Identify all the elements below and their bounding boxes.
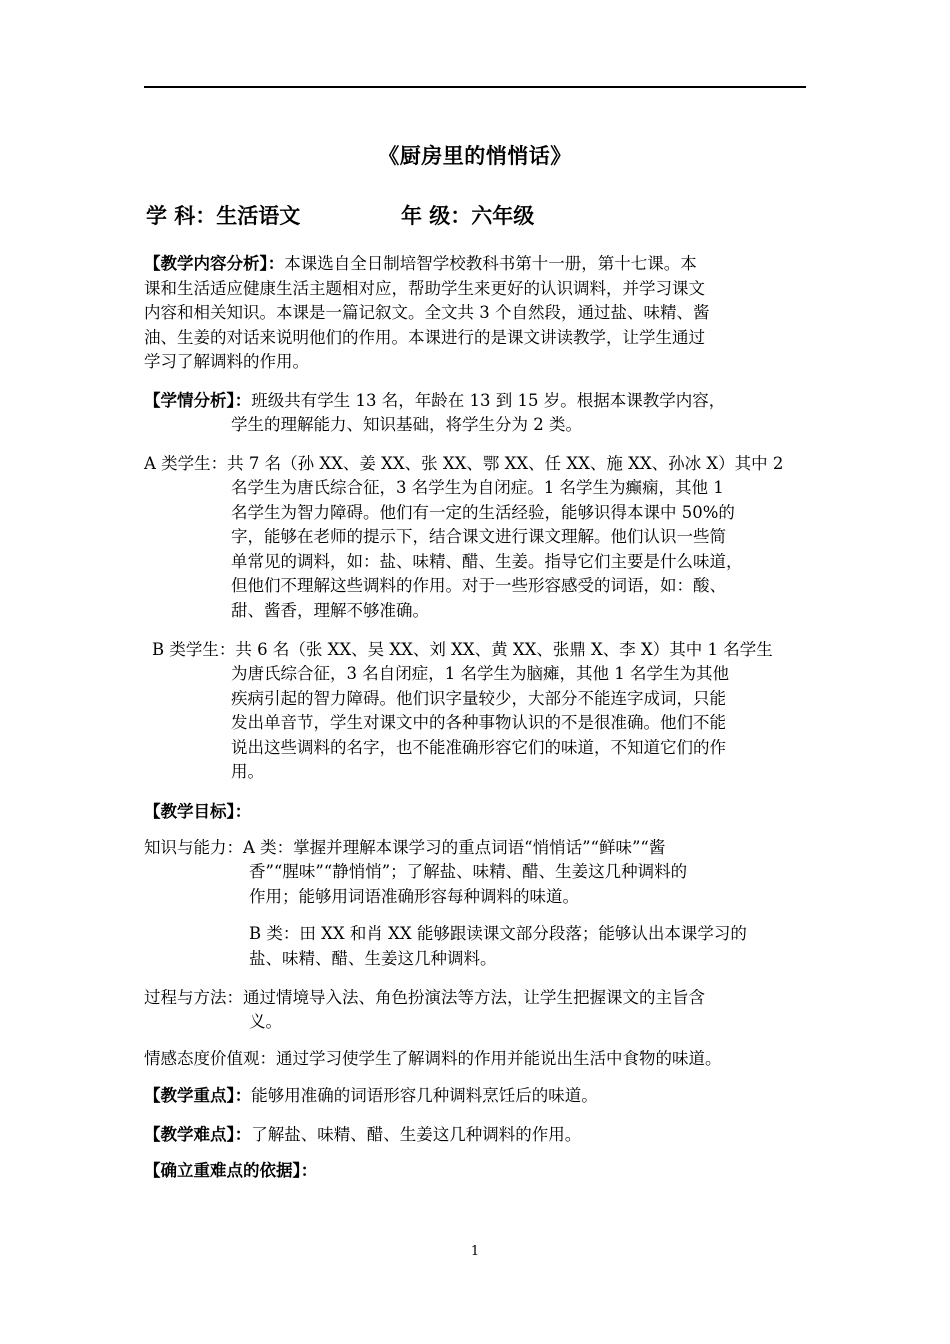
class-b-rest: 为唐氏综合征，3 名自闭症，1 名学生为脑瘫，其他 1 名学生为其他 疾病引起的智力障碍。他们识字量较少，大部分不能连字成词，只能 发出单音节，学生对课文中的各种事物认识的不是很准确。他们不能 说出这些调料的名字，也不能准确形容它们的味道，不知道它们的作 用。 [231,664,729,781]
class-a-line1: 共 7 名（孙 XX、姜 XX、张 XX、鄂 XX、任 XX、施 XX、孙冰 X）其中 2 [227,454,784,473]
process-label: 过程与方法： [144,988,243,1007]
difficulty-text: 了解盐、味精、醋、生姜这几种调料的作用。 [251,1125,582,1144]
knowledge-first-line [144,836,814,861]
class-a-rest: 名学生为唐氏综合征，3 名学生为自闭症。1 名学生为癫痫，其他 1 名学生为智力障碍。他们有一定的生活经验，能够识得本课中 50%的 字，能够在老师的提示下，结合课文进行课文理解。他们认识一些简 单常见的调料，如：盐、味精、醋、生姜。指导它们主要是什么味道， 但他们不理解这些调料的作用。对于一些形容感受的词语，如：酸、 甜、酱香，理解不够准确。 [231,478,743,620]
content-analysis [144,252,814,375]
grade-label: 年 级：六年级 [401,204,535,228]
class-b-line1: 共 6 名（张 XX、吴 XX、刘 XX、黄 XX、张鼎 X、李 X）其中 1 名学生 [235,640,773,659]
objectives-heading: 【教学目标】： [144,802,252,821]
process-first-line [144,986,814,1011]
class-b-first-line [152,638,822,663]
process-rest: 义。 [249,1012,282,1031]
process-line1: 通过情境导入法、角色扮演法等方法，让学生把握课文的主旨含 [243,988,705,1007]
key-point-heading: 【教学重点】： [144,1086,252,1105]
subject-label: 学 科：生活语文 [146,204,301,228]
difficulty [144,1123,814,1148]
student-analysis-heading: 【学情分析】： [144,391,252,410]
class-b-label: B 类学生： [152,640,236,659]
difficulty-heading: 【教学难点】： [144,1125,252,1144]
header-rule [144,86,806,88]
knowledge-label: 知识与能力： [144,838,243,857]
knowledge-a-line1: A 类：掌握并理解本课学习的重点词语“悄悄话”“鲜味”“酱 [243,838,666,857]
document-title: 《厨房里的悄悄话》 [378,144,572,168]
emotion-objective: 情感态度价值观：通过学习使学生了解调料的作用并能说出生活中食物的味道。 [144,1049,722,1068]
student-analysis-line2: 学生的理解能力、知识基础，将学生分为 2 类。 [231,415,582,434]
basis-heading: 【确立重难点的依据】： [144,1161,318,1180]
student-analysis-line1: 班级共有学生 13 名，年龄在 13 到 15 岁。根据本课教学内容， [251,391,726,410]
class-a-label: A 类学生： [144,454,228,473]
content-analysis-heading: 【教学内容分析】： [144,254,285,273]
page-number: 1 [470,1244,480,1259]
class-a-first-line [144,452,814,477]
knowledge-b: B 类：田 XX 和肖 XX 能够跟读课文部分段落；能够认出本课学习的 盐、味精、醋、生姜这几种调料。 [249,924,747,968]
content-analysis-text: 本课选自全日制培智学校教科书第十一册，第十七课。本 课和生活适应健康生活主题相对应，帮助学生来更好的认识调料，并学习课文 内容和相关知识。本课是一篇记叙文。全文共 3 个自然段，通过盐、味精、酱 油、生姜的对话来说明他们的作用。本课进行的是课文讲读教学，让学生通过 学习了解调料的作用。 [144,254,710,371]
knowledge-a-rest: 香”“腥味”“静悄悄”；了解盐、味精、醋、生姜这几种调料的 作用；能够用词语准确形容每种调料的味道。 [249,862,688,906]
key-point-text: 能够用准确的词语形容几种调料烹饪后的味道。 [251,1086,598,1105]
key-point [144,1084,814,1109]
student-analysis [144,389,814,414]
